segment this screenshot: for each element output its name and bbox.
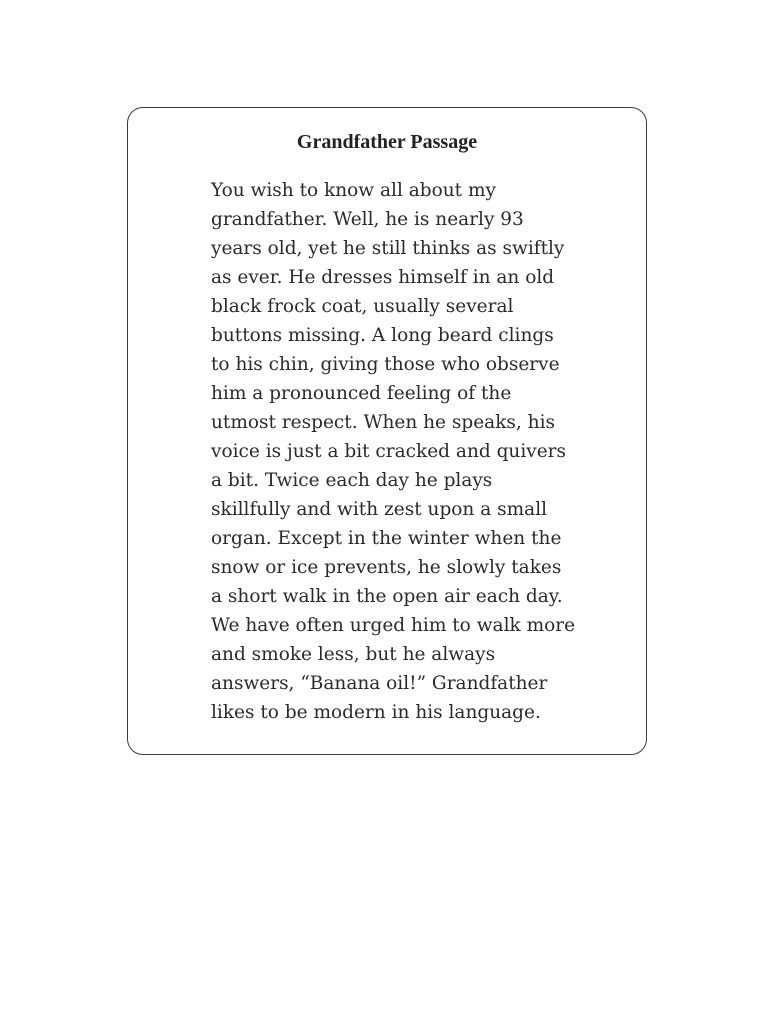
passage-line: to his chin, giving those who observe: [211, 354, 560, 375]
passage-line: a bit. Twice each day he plays: [211, 470, 493, 491]
passage-line: answers, “Banana oil!” Grandfather: [211, 673, 548, 694]
passage-line: black frock coat, usually several: [211, 296, 514, 317]
passage-title: Grandfather Passage: [296, 131, 478, 153]
passage-line: skillfully and with zest upon a small: [211, 499, 548, 520]
passage-line: buttons missing. A long beard clings: [211, 325, 554, 346]
passage-line: years old, yet he still thinks as swiftly: [211, 238, 565, 259]
passage-line: a short walk in the open air each day.: [211, 586, 563, 607]
passage-line: likes to be modern in his language.: [211, 702, 541, 723]
passage-line: voice is just a bit cracked and quivers: [211, 441, 566, 462]
passage-line: We have often urged him to walk more: [211, 615, 576, 636]
passage-line: utmost respect. When he speaks, his: [211, 412, 555, 433]
passage-line: as ever. He dresses himself in an old: [211, 267, 555, 288]
passage-line: organ. Except in the winter when the: [211, 528, 562, 549]
passage-line: grandfather. Well, he is nearly 93: [211, 209, 524, 230]
passage-box: [127, 107, 647, 755]
passage-line: snow or ice prevents, he slowly takes: [211, 557, 562, 578]
passage-body: [211, 176, 591, 727]
passage-line: and smoke less, but he always: [211, 644, 496, 665]
passage-line: him a pronounced feeling of the: [211, 383, 512, 404]
passage-line: You wish to know all about my: [211, 180, 496, 201]
